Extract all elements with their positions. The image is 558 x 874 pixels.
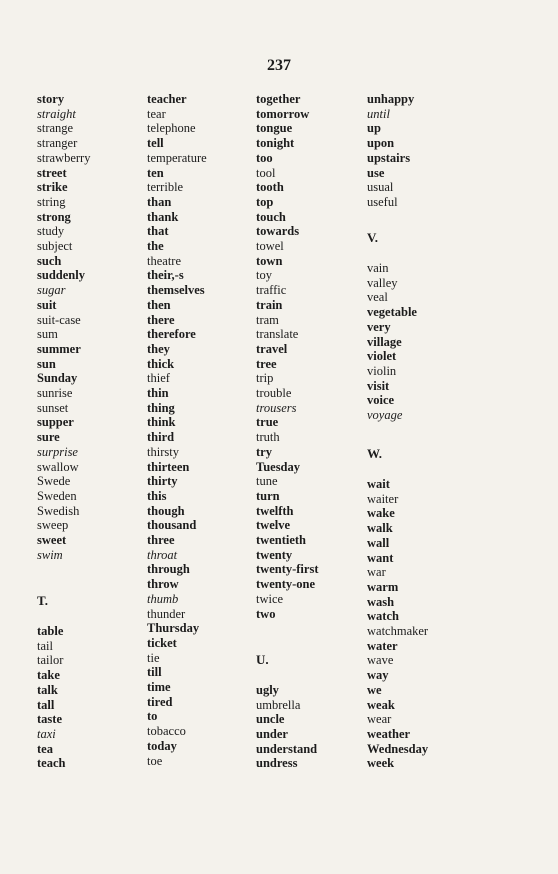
word-entry: toy — [256, 268, 272, 283]
word-entry: subject — [37, 239, 73, 253]
word-entry: true — [256, 415, 279, 430]
word-entry: translate — [256, 327, 299, 342]
word-entry: take — [37, 668, 60, 683]
word-entry: thousand — [147, 518, 197, 533]
word-entry: temperature — [147, 150, 207, 165]
word-entry: towards — [256, 224, 300, 239]
word-entry: thing — [147, 400, 175, 415]
word-entry: to — [147, 709, 158, 724]
word-entry: this — [147, 488, 167, 503]
word-entry: wash — [367, 594, 395, 609]
word-entry: ugly — [256, 682, 279, 697]
word-entry: upon — [367, 136, 395, 151]
word-entry: want — [367, 550, 394, 565]
word-entry: thirteen — [147, 459, 190, 474]
word-entry: wear — [367, 712, 392, 727]
word-entry: together — [256, 92, 301, 106]
word-entry: though — [147, 503, 185, 518]
word-entry: string — [37, 194, 66, 209]
word-entry: throat — [147, 547, 178, 562]
word-entry: top — [256, 194, 274, 209]
word-entry: weather — [367, 726, 411, 741]
word-entry: sunset — [37, 400, 69, 415]
word-entry: thief — [147, 371, 170, 386]
word-entry: useful — [367, 194, 398, 209]
word-entry: throw — [147, 577, 179, 592]
word-entry: tonight — [256, 136, 295, 151]
word-entry: strong — [37, 209, 71, 224]
word-entry: tear — [147, 106, 166, 121]
word-entry: time — [147, 680, 171, 694]
word-entry: talk — [37, 682, 58, 697]
word-entry: Sweden — [37, 488, 77, 503]
word-entry: thumb — [147, 591, 179, 606]
word-entry: try — [256, 444, 272, 459]
word-entry: teach — [37, 756, 66, 771]
word-entry: tune — [256, 474, 278, 489]
word-entry: undress — [256, 756, 298, 771]
word-entry: suit — [37, 297, 57, 312]
word-entry: water — [367, 638, 398, 653]
word-entry: that — [147, 224, 169, 239]
word-entry: understand — [256, 741, 318, 756]
word-entry: thick — [147, 356, 175, 371]
word-entry: tree — [256, 356, 277, 371]
word-entry: sunrise — [37, 386, 73, 400]
word-entry: Sunday — [37, 371, 78, 386]
word-entry: vain — [367, 261, 389, 275]
word-entry: too — [256, 150, 273, 165]
word-entry: walk — [367, 521, 393, 536]
word-entry: use — [367, 165, 385, 180]
word-entry: wave — [367, 653, 394, 668]
word-entry: under — [256, 726, 288, 741]
word-entry: thunder — [147, 606, 186, 621]
word-entry: straight — [37, 106, 76, 121]
word-entry: violin — [367, 363, 397, 378]
word-entry: waiter — [367, 491, 399, 506]
word-entry: thirsty — [147, 444, 179, 459]
word-entry: telephone — [147, 121, 196, 136]
word-entry: wall — [367, 535, 390, 550]
word-entry: stranger — [37, 136, 78, 151]
word-entry: week — [367, 756, 395, 771]
word-entry: taste — [37, 712, 62, 727]
word-entry: then — [147, 297, 171, 312]
word-entry: teacher — [147, 92, 187, 106]
word-entry: thirty — [147, 474, 178, 489]
word-entry: town — [256, 253, 283, 268]
word-entry: swim — [37, 547, 63, 562]
word-entry: voice — [367, 393, 395, 408]
word-entry: turn — [256, 488, 280, 503]
section-letter-heading: W. — [367, 446, 383, 461]
word-entry: through — [147, 562, 190, 577]
word-entry: story — [37, 92, 65, 106]
word-entry: sweet — [37, 533, 67, 547]
word-entry: watch — [367, 609, 399, 624]
word-entry: trousers — [256, 400, 297, 415]
word-entry: village — [367, 334, 402, 349]
word-entry: sum — [37, 327, 58, 342]
word-entry: twenty — [256, 547, 293, 562]
word-entry: wait — [367, 477, 390, 491]
word-entry: therefore — [147, 327, 196, 342]
word-entry: surprise — [37, 444, 78, 459]
word-entry: veal — [367, 290, 388, 305]
word-entry: such — [37, 253, 62, 268]
word-entry: way — [367, 668, 389, 683]
word-entry: voyage — [367, 408, 403, 422]
word-entry: twentieth — [256, 533, 306, 547]
word-entry: Tuesday — [256, 459, 301, 474]
word-entry: toe — [147, 753, 163, 768]
word-entry: unhappy — [367, 92, 415, 106]
word-entry: tail — [37, 638, 53, 653]
word-entry: warm — [367, 579, 399, 594]
word-entry: think — [147, 415, 176, 430]
word-entry: ticket — [147, 635, 177, 650]
word-entry: watchmaker — [367, 624, 429, 638]
word-entry: war — [367, 565, 386, 580]
word-entry: valley — [367, 275, 398, 290]
word-entry: thin — [147, 386, 169, 400]
word-entry: traffic — [256, 283, 287, 298]
section-letter-heading: V. — [367, 230, 378, 245]
word-entry: ten — [147, 165, 164, 180]
word-entry: weak — [367, 697, 395, 712]
word-entry: sun — [37, 356, 56, 371]
word-entry: tired — [147, 694, 173, 709]
word-entry: supper — [37, 415, 74, 430]
word-entry: street — [37, 165, 67, 180]
word-entry: sweep — [37, 518, 69, 533]
word-entry: two — [256, 606, 276, 621]
word-entry: suit-case — [37, 312, 81, 327]
word-entry: tooth — [256, 180, 284, 195]
section-letter-heading: T. — [37, 593, 48, 608]
word-entry: tea — [37, 741, 53, 756]
word-entry: today — [147, 738, 177, 753]
word-entry: tall — [37, 697, 55, 712]
word-entry: table — [37, 624, 64, 638]
word-entry: strange — [37, 121, 74, 136]
word-entry: twice — [256, 591, 284, 606]
word-entry: upstairs — [367, 150, 411, 165]
word-entry: wake — [367, 506, 395, 521]
page-number: 237 — [267, 57, 291, 74]
word-entry: tram — [256, 312, 279, 327]
word-entry: twenty-first — [256, 562, 319, 577]
word-entry: suddenly — [37, 268, 85, 283]
word-entry: travel — [256, 341, 288, 356]
word-entry: usual — [367, 180, 394, 195]
word-entry: three — [147, 533, 175, 547]
word-entry: touch — [256, 209, 286, 224]
word-entry: tobacco — [147, 724, 186, 739]
word-entry: up — [367, 121, 381, 136]
word-entry: truth — [256, 430, 280, 445]
word-entry: summer — [37, 341, 81, 356]
word-entry: taxi — [37, 726, 56, 741]
word-entry: thank — [147, 209, 179, 224]
word-entry: trouble — [256, 386, 292, 400]
word-entry: tailor — [37, 653, 64, 668]
word-entry: tie — [147, 650, 160, 665]
word-entry: uncle — [256, 712, 285, 727]
section-letter-heading: U. — [256, 652, 269, 667]
word-entry: until — [367, 106, 390, 121]
word-entry: study — [37, 224, 65, 239]
word-entry: their,-s — [147, 268, 184, 283]
word-entry: umbrella — [256, 697, 301, 712]
word-entry: sugar — [37, 283, 66, 298]
word-entry: vegetable — [367, 305, 417, 320]
word-entry: tool — [256, 165, 276, 180]
word-entry: themselves — [147, 283, 205, 298]
word-entry: twenty-one — [256, 577, 316, 592]
word-entry: visit — [367, 378, 390, 393]
word-entry: third — [147, 430, 175, 445]
word-entry: strawberry — [37, 150, 91, 165]
word-entry: tell — [147, 136, 164, 151]
word-entry: Swede — [37, 474, 71, 489]
word-entry: twelve — [256, 518, 291, 533]
word-entry: they — [147, 341, 170, 356]
word-entry: train — [256, 297, 283, 312]
word-entry: sure — [37, 430, 60, 445]
word-entry: tomorrow — [256, 106, 310, 121]
word-entry: strike — [37, 180, 68, 195]
word-entry: Wednesday — [367, 741, 429, 756]
word-entry: violet — [367, 349, 397, 364]
word-entry: we — [367, 682, 382, 697]
word-entry: tongue — [256, 121, 293, 136]
word-entry: theatre — [147, 253, 182, 268]
word-entry: till — [147, 665, 162, 680]
word-entry: there — [147, 312, 175, 327]
word-entry: trip — [256, 371, 274, 386]
word-entry: Swedish — [37, 503, 80, 518]
word-entry: swallow — [37, 459, 79, 474]
word-entry: Thursday — [147, 621, 200, 636]
word-entry: very — [367, 319, 391, 334]
word-entry: towel — [256, 239, 284, 253]
word-entry: twelfth — [256, 503, 294, 518]
word-entry: than — [147, 194, 172, 209]
word-entry: the — [147, 239, 164, 253]
word-entry: terrible — [147, 180, 184, 195]
